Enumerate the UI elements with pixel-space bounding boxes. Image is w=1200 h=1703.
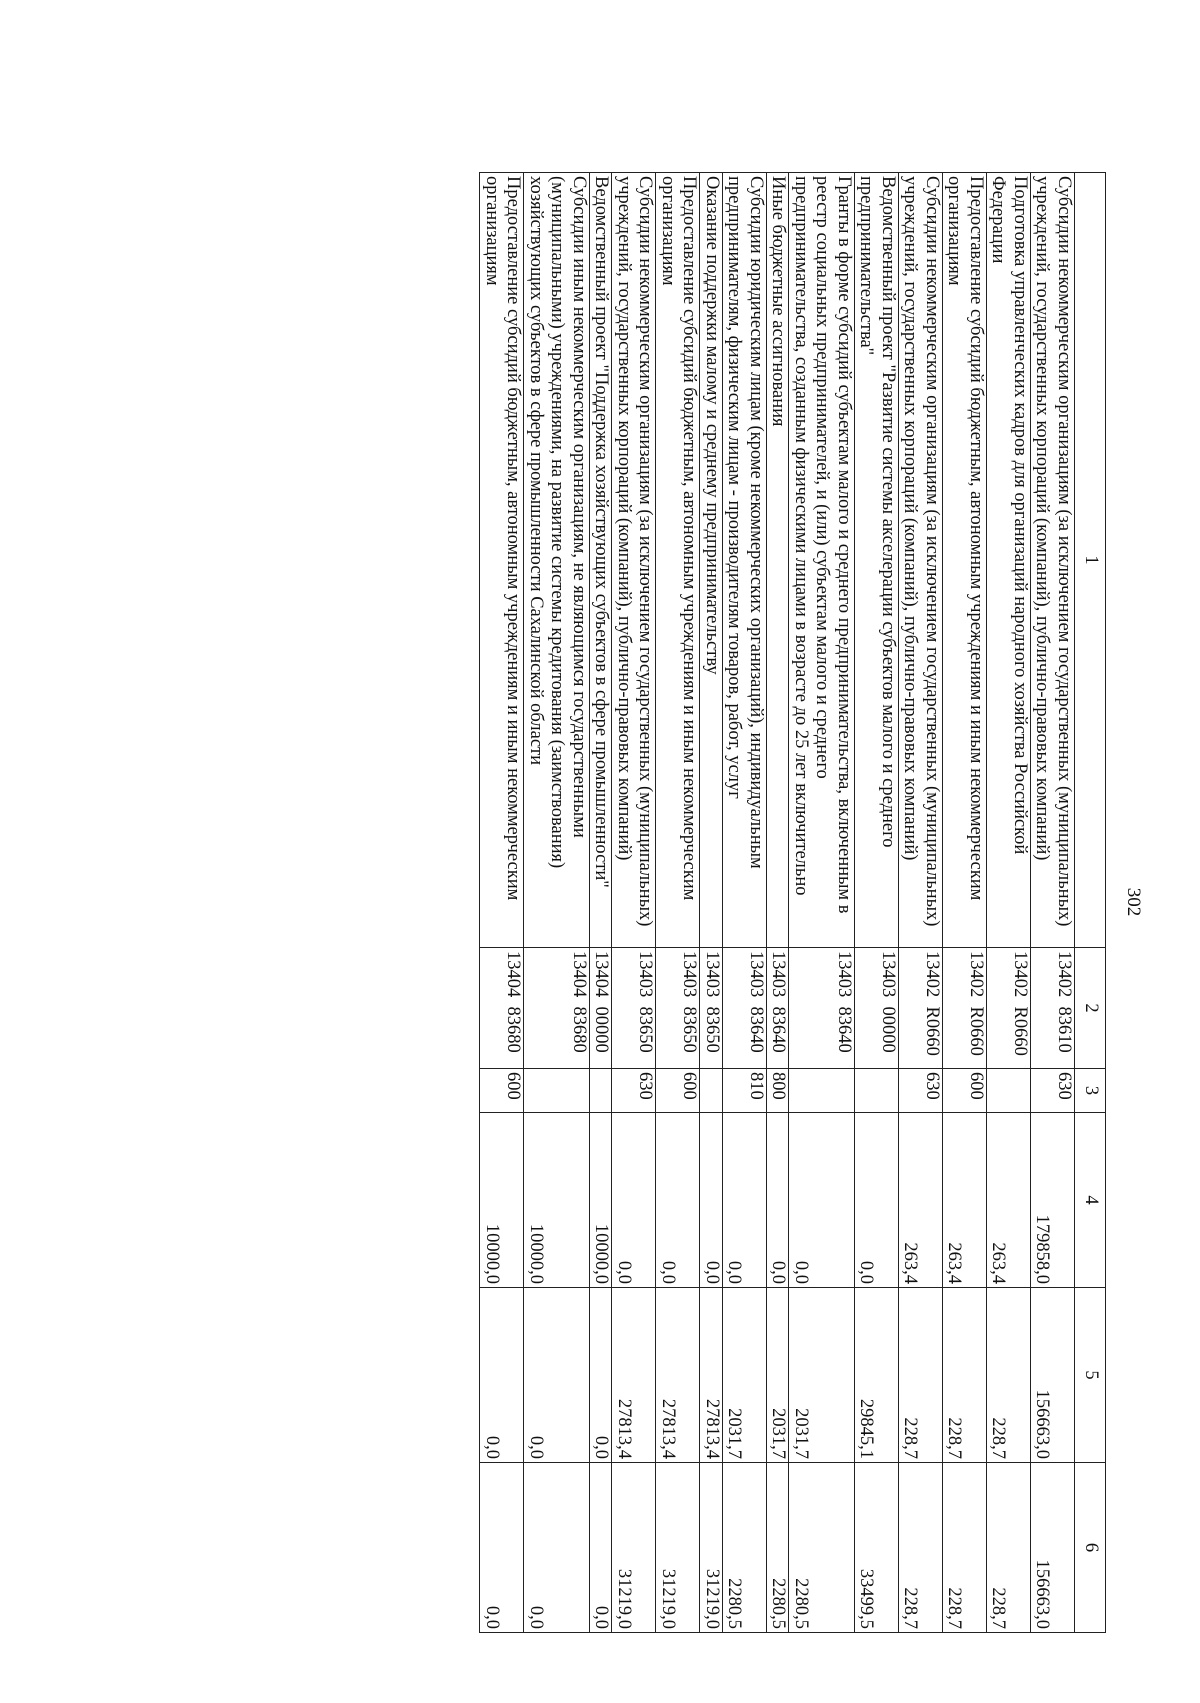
row-code-cell: 13404 00000	[590, 948, 613, 1069]
row-name-cell: Предоставление субсидий бюджетным, автономным учреждениям и иным некоммерческим организациям	[480, 173, 524, 948]
row-value-col6-cell: 2280,5	[767, 1463, 790, 1633]
row-value-col6-cell: 156663,0	[1031, 1463, 1075, 1633]
table-row	[943, 173, 987, 1633]
row-value-col6-cell: 228,7	[987, 1463, 1031, 1633]
row-value-col4-cell: 0,0	[789, 1113, 855, 1288]
table-row	[480, 173, 524, 1633]
row-value-col5-cell: 2031,7	[767, 1288, 790, 1463]
row-name-cell: Ведомственный проект "Поддержка хозяйствующих субъектов в сфере промышленности"	[590, 173, 613, 948]
row-value-col4-cell: 0,0	[723, 1113, 767, 1288]
row-code-cell: 13403 83640	[723, 948, 767, 1069]
row-name-cell: Субсидии юридическим лицам (кроме некоммерческих организаций), индивидуальным предпринимателям, физическим лицам - производителям товаров, работ, услуг	[723, 173, 767, 948]
row-code-cell: 13404 83680	[524, 948, 590, 1069]
row-code-cell: 13403 83650	[700, 948, 723, 1069]
row-value-col6-cell: 31219,0	[612, 1463, 656, 1633]
row-code-cell: 13402 R0660	[899, 948, 943, 1069]
row-expense-type-cell: 600	[943, 1069, 987, 1113]
header-cell: 2	[1075, 948, 1106, 1069]
row-value-col5-cell: 156663,0	[1031, 1288, 1075, 1463]
table-row	[524, 173, 590, 1633]
table-row	[987, 173, 1031, 1633]
row-code-cell: 13403 83640	[767, 948, 790, 1069]
row-value-col4-cell: 10000,0	[524, 1113, 590, 1288]
header-row	[1075, 173, 1106, 1633]
row-value-col5-cell: 27813,4	[656, 1288, 700, 1463]
row-value-col5-cell: 228,7	[943, 1288, 987, 1463]
row-code-cell: 13403 83650	[656, 948, 700, 1069]
row-value-col5-cell: 228,7	[987, 1288, 1031, 1463]
row-expense-type-cell	[700, 1069, 723, 1113]
row-code-cell: 13402 R0660	[943, 948, 987, 1069]
rotated-sheet	[58, 172, 1144, 1632]
row-name-cell: Субсидии некоммерческим организациям (за исключением государственных (муниципальных) учреждений, государственных корпораций (компаний), публично-правовых компаний)	[612, 173, 656, 948]
table-row	[1031, 173, 1075, 1633]
row-name-cell: Ведомственный проект "Развитие системы акселерации субъектов малого и среднего предпринимательства"	[855, 173, 899, 948]
table-row	[612, 173, 656, 1633]
table-row	[899, 173, 943, 1633]
row-value-col4-cell: 0,0	[855, 1113, 899, 1288]
table-row	[789, 173, 855, 1633]
row-expense-type-cell	[789, 1069, 855, 1113]
row-code-cell: 13402 83610	[1031, 948, 1075, 1069]
row-value-col4-cell: 10000,0	[590, 1113, 613, 1288]
header-cell: 1	[1075, 173, 1106, 948]
row-expense-type-cell: 630	[612, 1069, 656, 1113]
row-code-cell: 13404 83680	[480, 948, 524, 1069]
page-number: 302	[1123, 887, 1144, 917]
row-expense-type-cell: 630	[899, 1069, 943, 1113]
table-row	[656, 173, 700, 1633]
row-value-col6-cell: 0,0	[590, 1463, 613, 1633]
row-name-cell: Субсидии некоммерческим организациям (за исключением государственных (муниципальных) учреждений, государственных корпораций (компаний), публично-правовых компаний)	[899, 173, 943, 948]
row-code-cell: 13403 83650	[612, 948, 656, 1069]
row-expense-type-cell	[524, 1069, 590, 1113]
row-value-col5-cell: 27813,4	[612, 1288, 656, 1463]
row-expense-type-cell	[855, 1069, 899, 1113]
row-name-cell: Субсидии иным некоммерческим организациям, не являющимся государственными (муниципальными) учреждениями, на развитие системы кредитования (заимствования) хозяйствующих субъектов в сфере промышленности Сахалинской области	[524, 173, 590, 948]
row-value-col4-cell: 10000,0	[480, 1113, 524, 1288]
row-value-col4-cell: 0,0	[700, 1113, 723, 1288]
row-value-col6-cell: 228,7	[943, 1463, 987, 1633]
header-cell: 3	[1075, 1069, 1106, 1113]
row-value-col4-cell: 179858,0	[1031, 1113, 1075, 1288]
row-expense-type-cell: 810	[723, 1069, 767, 1113]
table-row	[700, 173, 723, 1633]
row-value-col5-cell: 0,0	[480, 1288, 524, 1463]
row-value-col4-cell: 0,0	[767, 1113, 790, 1288]
row-value-col6-cell: 31219,0	[700, 1463, 723, 1633]
row-value-col5-cell: 228,7	[899, 1288, 943, 1463]
row-name-cell: Предоставление субсидий бюджетным, автономным учреждениям и иным некоммерческим организациям	[656, 173, 700, 948]
table-row	[590, 173, 613, 1633]
row-value-col4-cell: 263,4	[987, 1113, 1031, 1288]
header-cell: 6	[1075, 1463, 1106, 1633]
table-row	[767, 173, 790, 1633]
row-value-col6-cell: 2280,5	[723, 1463, 767, 1633]
row-value-col5-cell: 2031,7	[789, 1288, 855, 1463]
row-value-col6-cell: 33499,5	[855, 1463, 899, 1633]
row-expense-type-cell: 800	[767, 1069, 790, 1113]
row-expense-type-cell	[590, 1069, 613, 1113]
row-value-col4-cell: 0,0	[656, 1113, 700, 1288]
table-row	[723, 173, 767, 1633]
row-value-col6-cell: 0,0	[524, 1463, 590, 1633]
row-name-cell: Субсидии некоммерческим организациям (за исключением государственных (муниципальных) учреждений, государственных корпораций (компаний), публично-правовых компаний)	[1031, 173, 1075, 948]
row-expense-type-cell	[987, 1069, 1031, 1113]
row-name-cell: Иные бюджетные ассигнования	[767, 173, 790, 948]
row-value-col5-cell: 0,0	[590, 1288, 613, 1463]
row-value-col5-cell: 29845,1	[855, 1288, 899, 1463]
row-code-cell: 13403 00000	[855, 948, 899, 1069]
row-value-col5-cell: 0,0	[524, 1288, 590, 1463]
row-name-cell: Подготовка управленческих кадров для организаций народного хозяйства Российской Федерации	[987, 173, 1031, 948]
row-code-cell: 13402 R0660	[987, 948, 1031, 1069]
row-value-col5-cell: 27813,4	[700, 1288, 723, 1463]
table-row	[855, 173, 899, 1633]
row-expense-type-cell: 600	[480, 1069, 524, 1113]
budget-table	[480, 172, 1107, 1633]
header-cell: 4	[1075, 1113, 1106, 1288]
row-value-col5-cell: 2031,7	[723, 1288, 767, 1463]
row-value-col4-cell: 263,4	[899, 1113, 943, 1288]
row-value-col4-cell: 0,0	[612, 1113, 656, 1288]
row-value-col6-cell: 31219,0	[656, 1463, 700, 1633]
row-name-cell: Предоставление субсидий бюджетным, автономным учреждениям и иным некоммерческим организациям	[943, 173, 987, 948]
row-value-col6-cell: 0,0	[480, 1463, 524, 1633]
row-value-col6-cell: 2280,5	[789, 1463, 855, 1633]
row-expense-type-cell: 630	[1031, 1069, 1075, 1113]
row-code-cell: 13403 83640	[789, 948, 855, 1069]
row-name-cell: Оказание поддержки малому и среднему предпринимательству	[700, 173, 723, 948]
row-value-col6-cell: 228,7	[899, 1463, 943, 1633]
header-cell: 5	[1075, 1288, 1106, 1463]
row-expense-type-cell: 600	[656, 1069, 700, 1113]
row-value-col4-cell: 263,4	[943, 1113, 987, 1288]
row-name-cell: Гранты в форме субсидий субъектам малого и среднего предпринимательства, включенным в реестр социальных предпринимателей, и (или) субъектам малого и среднего предпринимательства, созданным физическими лицами в возрасте до 25 лет включительно	[789, 173, 855, 948]
